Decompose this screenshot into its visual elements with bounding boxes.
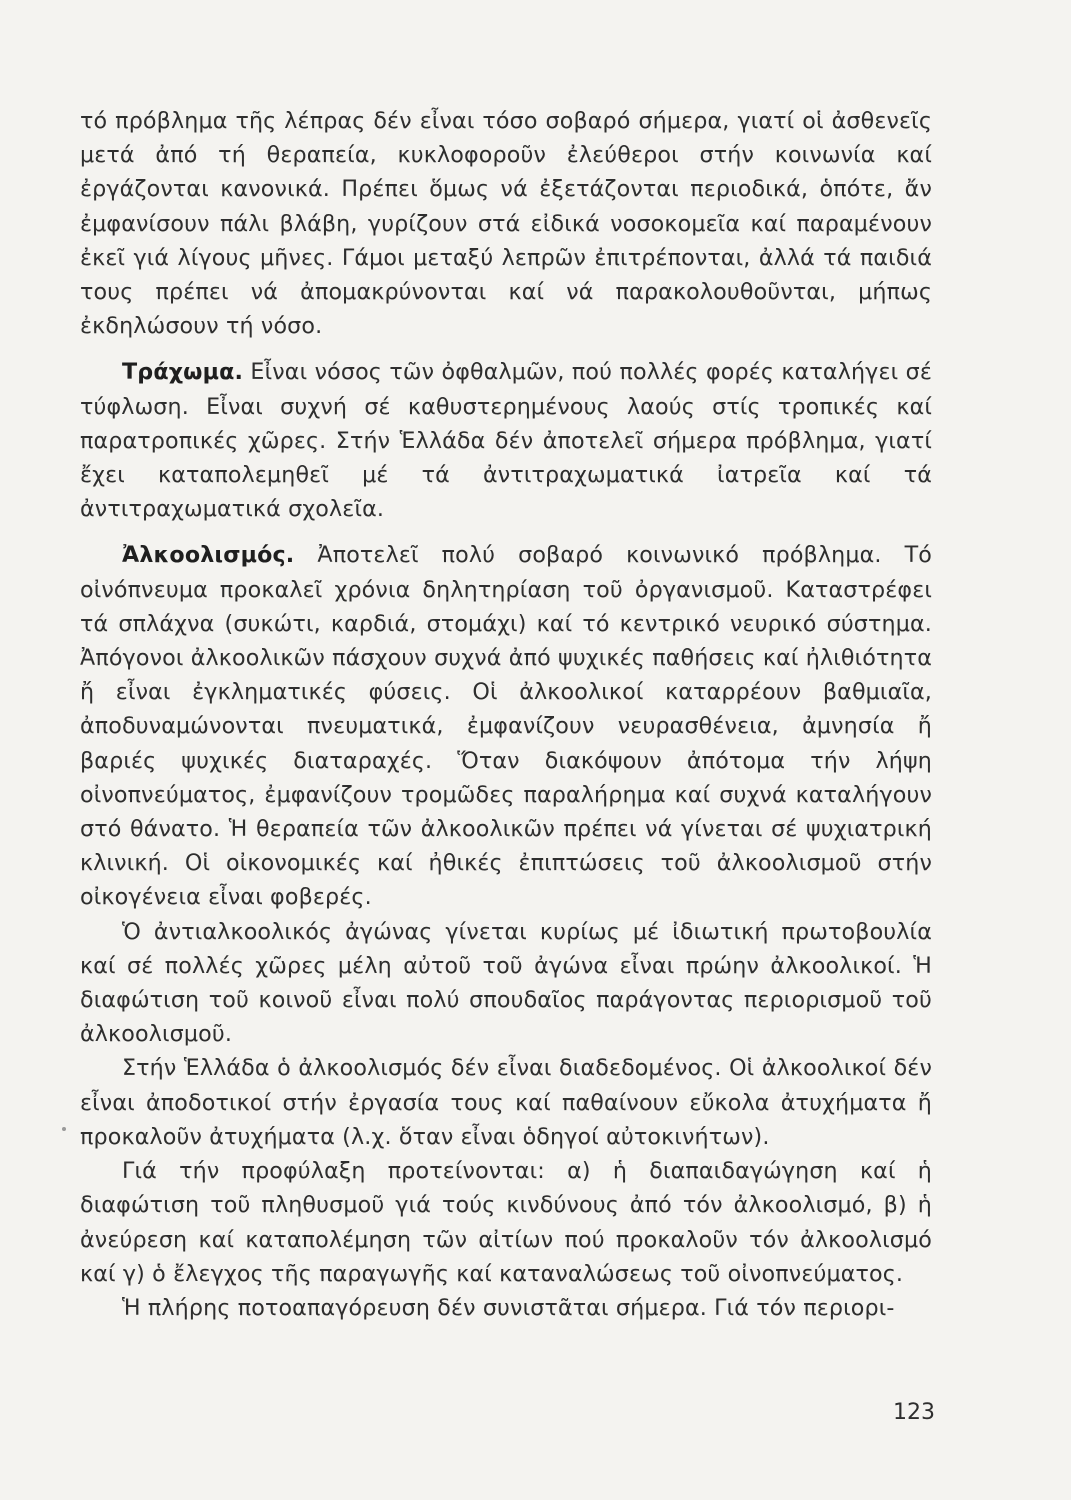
- paragraph-alcoholism: [80, 538, 932, 914]
- body-text: [80, 104, 932, 1325]
- paragraph-text: Ὁ ἀντιαλκοολικός ἀγώνας γίνεται κυρίως μέ ἰδιωτική πρωτοβουλία καί σέ πολλές χῶρες μέλη αὐτοῦ τοῦ ἀγώνα εἶναι πρώην ἀλκοολικοί. Ἡ διαφώτιση τοῦ κοινοῦ εἶναι πολύ σπουδαῖος παράγοντας περιορισμοῦ τοῦ ἀλκοολισμοῦ.: [80, 918, 932, 1048]
- paragraph-text: Στήν Ἑλλάδα ὁ ἀλκοολισμός δέν εἶναι διαδεδομένος. Οἱ ἀλκοολικοί δέν εἶναι ἀποδοτικοί στήν ἐργασία τους καί παθαίνουν εὔκολα ἀτυχήματα ἤ προκαλοῦν ἀτυχήματα (λ.χ. ὅταν εἶναι ὁδηγοί αὐτοκινήτων).: [80, 1055, 932, 1150]
- paragraph-prevention: [80, 1154, 932, 1291]
- paragraph-gap: [80, 526, 932, 538]
- paragraph-prohibition: [80, 1291, 932, 1325]
- paragraph-text: Ἀποτελεῖ πολύ σοβαρό κοινωνικό πρόβλημα. Τό οἰνόπνευμα προκαλεῖ χρόνια δηλητηρίαση τοῦ ὀργανισμοῦ. Καταστρέφει τά σπλάχνα (συκώτι, καρδιά, στομάχι) καί τό κεντρικό νευρικό σύστημα. Ἀπόγονοι ἀλκοολικῶν πάσχουν συχνά ἀπό ψυχικές παθήσεις καί ἠλιθιότητα ἤ εἶναι ἐγκληματικές φύσεις. Οἱ ἀλκοολικοί καταρρέουν βαθμιαῖα, ἀποδυναμώνονται πνευματικά, ἐμφανίζουν νευρασθένεια, ἀμνησία ἤ βαριές ψυχικές διαταραχές. Ὅταν διακόψουν ἀπότομα τήν λήψη οἰνοπνεύματος, ἐμφανίζουν τρομῶδες παραλήρημα καί συχνά καταλήγουν στό θάνατο. Ἡ θεραπεία τῶν ἀλκοολικῶν πρέπει νά γίνεται σέ ψυχιατρική κλινική. Οἱ οἰκονομικές καί ἠθικές ἐπιπτώσεις τοῦ ἀλκοολισμοῦ στήν οἰκογένεια εἶναι φοβερές.: [80, 542, 932, 911]
- paragraph-alcoholism-greece: [80, 1051, 932, 1154]
- paragraph-text: Γιά τήν προφύλαξη προτείνονται: α) ἡ διαπαιδαγώγηση καί ἡ διαφώτιση τοῦ πληθυσμοῦ γιά τούς κινδύνους ἀπό τόν ἀλκοολισμό, β) ἡ ἀνεύρεση καί καταπολέμηση τῶν αἰτίων πού προκαλοῦν τόν ἀλκοολισμό καί γ) ὁ ἔλεγχος τῆς παραγωγῆς καί καταναλώσεως τοῦ οἰνοπνεύματος.: [80, 1158, 932, 1287]
- paragraph-leprosy: [80, 104, 932, 343]
- paragraph-text: Εἶναι νόσος τῶν ὀφθαλμῶν, πού πολλές φορές καταλήγει σέ τύφλωση. Εἶναι συχνή σέ καθυστερημένους λαούς στίς τροπικές καί παρατροπικές χῶρες. Στήν Ἑλλάδα δέν ἀποτελεῖ σήμερα πρόβλημα, γιατί ἔχει καταπολεμηθεῖ μέ τά ἀντιτραχωματικά ἰατρεῖα καί τά ἀντιτραχωματικά σχολεῖα.: [80, 359, 932, 523]
- paragraph-anti-alcohol-struggle: [80, 915, 932, 1052]
- section-heading-alcoholism: Ἀλκοολισμός.: [122, 542, 295, 569]
- paragraph-text: τό πρόβλημα τῆς λέπρας δέν εἶναι τόσο σοβαρό σήμερα, γιατί οἱ ἀσθενεῖς μετά ἀπό τή θεραπεία, κυκλοφοροῦν ἐλεύθεροι στήν κοινωνία καί ἐργάζονται κανονικά. Πρέπει ὅμως νά ἐξετάζονται περιοδικά, ὁπότε, ἄν ἐμφανίσουν πάλι βλάβη, γυρίζουν στά εἰδικά νοσοκομεῖα καί παραμένουν ἐκεῖ γιά λίγους μῆνες. Γάμοι μεταξύ λεπρῶν ἐπιτρέπονται, ἀλλά τά παιδιά τους πρέπει νά ἀπομακρύνονται καί νά παρακολουθοῦνται, μήπως ἐκδηλώσουν τή νόσο.: [80, 108, 932, 340]
- section-heading-trachoma: Τράχωμα.: [122, 359, 244, 386]
- paragraph-gap: [80, 343, 932, 355]
- paragraph-trachoma: [80, 355, 932, 526]
- paragraph-text: Ἡ πλήρης ποτοαπαγόρευση δέν συνιστᾶται σήμερα. Γιά τόν περιορι-: [122, 1294, 895, 1321]
- scan-speck: [62, 1127, 66, 1131]
- page-number: 123: [893, 1400, 935, 1425]
